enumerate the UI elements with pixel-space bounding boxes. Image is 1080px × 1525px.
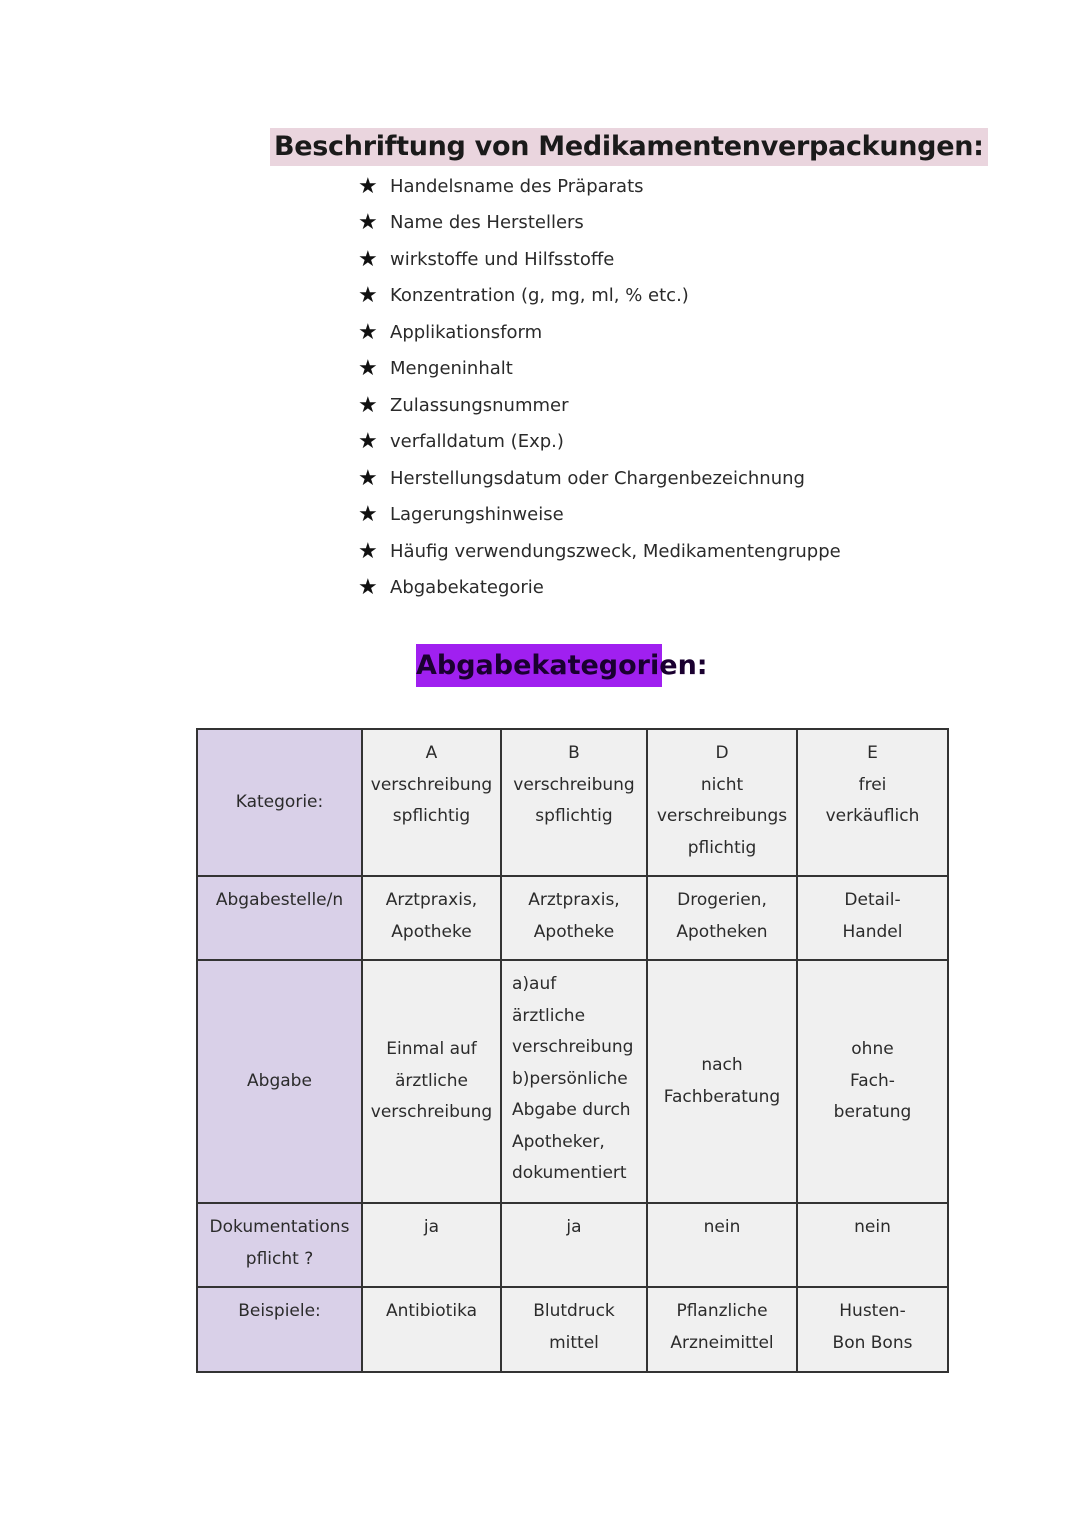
star-icon: ★ — [358, 538, 378, 564]
list-item-text: Herstellungsdatum oder Chargenbezeichnung — [390, 467, 805, 489]
table-cell: nein — [647, 1203, 797, 1287]
list-item-text: Applikationsform — [390, 321, 543, 343]
table-cell: nach Fachberatung — [647, 960, 797, 1203]
table-cell: Detail- Handel — [797, 876, 948, 960]
table-cell: A verschreibung spflichtig — [362, 729, 501, 876]
list-item — [358, 168, 841, 205]
star-icon: ★ — [358, 465, 378, 491]
list-item-text: Häufig verwendungszweck, Medikamentengruppe — [390, 540, 841, 562]
table-cell: D nicht verschreibungs pflichtig — [647, 729, 797, 876]
list-item — [358, 278, 841, 315]
table-row — [197, 876, 948, 960]
star-icon: ★ — [358, 392, 378, 418]
star-icon: ★ — [358, 429, 378, 455]
table-cell: ja — [501, 1203, 647, 1287]
list-item — [358, 424, 841, 461]
table-cell: Drogerien, Apotheken — [647, 876, 797, 960]
category-table — [196, 728, 949, 1373]
table-cell: Einmal auf ärztliche verschreibung — [362, 960, 501, 1203]
list-item-text: Handelsname des Präparats — [390, 175, 644, 197]
section-title: Abgabekategorien: — [416, 644, 662, 687]
list-item-text: Lagerungshinweise — [390, 504, 564, 526]
table-cell: Pflanzliche Arzneimittel — [647, 1287, 797, 1372]
list-item — [358, 533, 841, 570]
table-cell: ohne Fach- beratung — [797, 960, 948, 1203]
row-header-beispiele: Beispiele: — [197, 1287, 362, 1372]
star-icon: ★ — [358, 173, 378, 199]
list-item — [358, 205, 841, 242]
list-item-text: Zulassungsnummer — [390, 394, 569, 416]
list-item — [358, 241, 841, 278]
table-row — [197, 729, 948, 876]
row-header-abgabestelle: Abgabestelle/n — [197, 876, 362, 960]
list-item — [358, 570, 841, 607]
table-cell: nein — [797, 1203, 948, 1287]
table-row — [197, 1287, 948, 1372]
star-icon: ★ — [358, 502, 378, 528]
list-item-text: Abgabekategorie — [390, 577, 544, 599]
label-list — [358, 168, 841, 606]
table-cell: B verschreibung spflichtig — [501, 729, 647, 876]
table-cell: E frei verkäuflich — [797, 729, 948, 876]
table-cell: ja — [362, 1203, 501, 1287]
table-cell: Arztpraxis, Apotheke — [501, 876, 647, 960]
table-cell: Arztpraxis, Apotheke — [362, 876, 501, 960]
list-item — [358, 314, 841, 351]
table-cell: Antibiotika — [362, 1287, 501, 1372]
star-icon: ★ — [358, 356, 378, 382]
table-row — [197, 1203, 948, 1287]
list-item — [358, 387, 841, 424]
list-item-text: Name des Herstellers — [390, 212, 584, 234]
row-header-abgabe: Abgabe — [197, 960, 362, 1203]
table-cell: Husten- Bon Bons — [797, 1287, 948, 1372]
table-cell: a)auf ärztliche verschreibung b)persönliche Abgabe durch Apotheker, dokumentiert — [501, 960, 647, 1203]
star-icon: ★ — [358, 283, 378, 309]
star-icon: ★ — [358, 210, 378, 236]
list-item — [358, 351, 841, 388]
list-item-text: Konzentration (g, mg, ml, % etc.) — [390, 285, 689, 307]
row-header-kategorie: Kategorie: — [197, 729, 362, 876]
list-item-text: verfalldatum (Exp.) — [390, 431, 564, 453]
star-icon: ★ — [358, 246, 378, 272]
star-icon: ★ — [358, 575, 378, 601]
list-item-text: Mengeninhalt — [390, 358, 513, 380]
list-item — [358, 460, 841, 497]
table-row — [197, 960, 948, 1203]
star-icon: ★ — [358, 319, 378, 345]
list-item — [358, 497, 841, 534]
table-cell: Blutdruck mittel — [501, 1287, 647, 1372]
list-item-text: wirkstoffe und Hilfsstoffe — [390, 248, 615, 270]
row-header-dokumentationspflicht: Dokumentations pflicht ? — [197, 1203, 362, 1287]
page-title: Beschriftung von Medikamentenverpackungen: — [270, 128, 988, 166]
